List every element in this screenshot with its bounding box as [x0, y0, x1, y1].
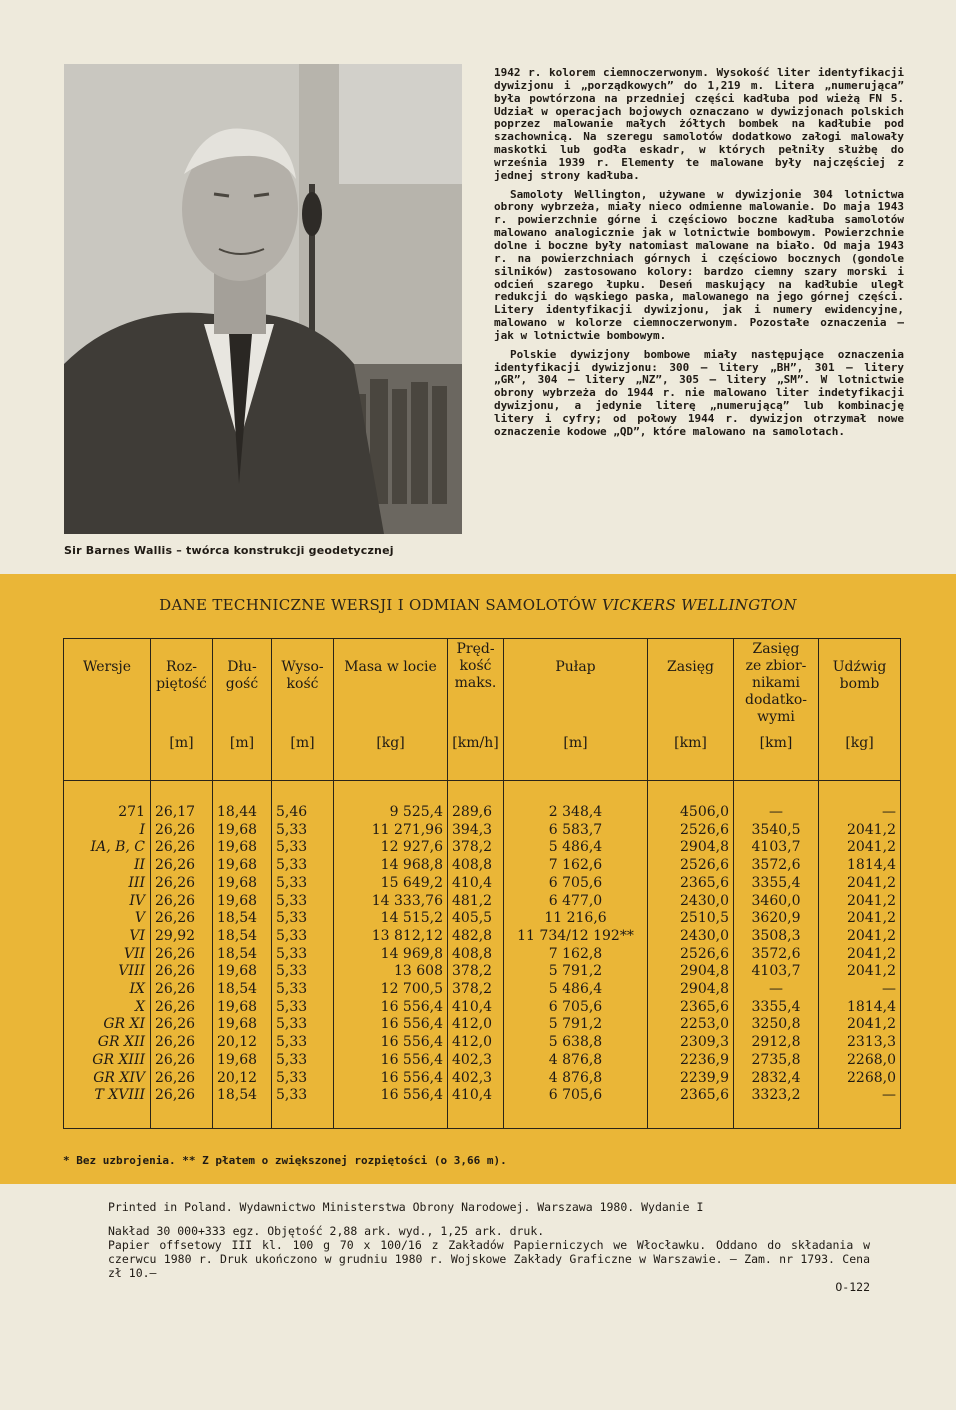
table-cell: 1814,4	[847, 998, 896, 1015]
article-paragraph-2: Samoloty Wellington, używane w dywizjonie 304 lotnictwa obrony wybrzeża, miały nieco odmienne malowanie. Do maja 1943 r. powierzchnie górne i częściowo boczne kadłuba samolotów malowano analogicznie jak w lotnictwie bombowym. Powierzchnie dolne i boczne były natomiast malowane na biało. Od maja 1943 r. na powierzchniach górnych i częściowo bocznych (gondole silników) zastosowano kolory: bardzo ciemny szary morski i odcień szarego łupku. Deseń maskujący na kadłubie uległ redukcji do wąskiego paska, malowanego na jego górnej części. Litery identyfikacji dywizjonu, jak i numery ewidencyjne, malowano w kolorze ciemnoczerwonym. Pozostałe oznaczenia — jak w lotnictwie bombowym.	[494, 187, 904, 342]
table-cell: 18,54	[217, 945, 258, 962]
table-cell: 7 162,8	[548, 945, 603, 962]
table-cell: 3620,9	[751, 910, 801, 927]
table-cell: 19,68	[217, 839, 258, 856]
table-cell: 5 791,2	[548, 963, 603, 980]
table-cell: 2313,3	[847, 1034, 896, 1051]
table-cell: 7 162,6	[548, 857, 603, 874]
table-cell: 5,33	[276, 839, 308, 856]
column-header: Pręd- kość maks.	[454, 641, 497, 691]
article-paragraph-1: 1942 r. kolorem ciemnoczerwonym. Wysokość liter identyfikacji dywizjonu i „porządkowych” do 1,219 m. Litera „numerująca” była powtórzona na przedniej części kadłuba pod wieżą FN 5. Udział w operacjach bojowych oznaczano w dywizjonach polskich poprzez malowanie małych żółtych bombek na kadłubie pod szachownicą. Na szeregu samolotów dodatkowo załogi malowały maskotki lub godła eskadr, w których pełniły służbę do września 1939 r. Elementy te malowane były najczęściej z jednej strony kadłuba.	[494, 66, 904, 182]
table-cell: 402,3	[452, 1051, 493, 1068]
column-height	[272, 639, 334, 1128]
column-range-ext	[734, 639, 819, 1128]
row-version-label: GR XII	[97, 1034, 145, 1051]
table-cell: 2365,6	[680, 998, 729, 1015]
table-cell: 2904,8	[680, 981, 729, 997]
table-cell: 5,33	[276, 998, 308, 1015]
table-cell: 412,0	[452, 1016, 493, 1033]
table-cell: 6 705,6	[548, 1087, 603, 1104]
table-cell: 26,26	[155, 1087, 196, 1104]
table-cell: 11 271,96	[371, 821, 443, 838]
table-cell: 1814,4	[847, 857, 896, 874]
table-cell: 16 556,4	[380, 1016, 443, 1033]
technical-data-table	[63, 638, 901, 1129]
table-cell: 26,26	[155, 874, 196, 891]
table-cell: 26,26	[155, 1034, 196, 1051]
table-cell: 5,33	[276, 1069, 308, 1086]
imprint-line-3: Papier offsetowy III kl. 100 g 70 x 100/16 z Zakładów Papierniczych we Włocławku. Oddano do składania w czerwcu 1980 r. Druk ukończono w grudniu 1980 r. Wojskowe Zakłady Graficzne w Warszawie. — Zam. nr 1793. Cena zł 10.—	[108, 1238, 870, 1280]
table-cell: 2430,0	[680, 892, 729, 909]
table-cell: 26,26	[155, 910, 196, 927]
table-title-italic: VICKERS WELLINGTON	[601, 596, 797, 614]
row-version-label: IV	[129, 892, 145, 909]
column-header: Udźwig bomb	[832, 659, 887, 692]
table-cell: 19,68	[217, 1016, 258, 1033]
table-cell: 3508,3	[751, 927, 801, 944]
table-cell: 18,54	[217, 1087, 258, 1104]
photo-caption: Sir Barnes Wallis – twórca konstrukcji geodetycznej	[64, 544, 394, 557]
table-cell: 14 333,76	[371, 892, 443, 909]
table-cell: —	[769, 804, 783, 820]
table-cell: 2041,2	[847, 963, 896, 980]
row-version-label: II	[133, 857, 145, 874]
table-cell: 2365,6	[680, 1087, 729, 1104]
table-cell: 5,33	[276, 945, 308, 962]
table-cell: 2904,8	[680, 963, 729, 980]
table-title-main: DANE TECHNICZNE WERSJI I ODMIAN SAMOLOTÓW	[159, 596, 602, 614]
table-cell: 26,26	[155, 857, 196, 874]
table-cell: 18,54	[217, 910, 258, 927]
table-cell: 14 515,2	[380, 910, 443, 927]
table-cell: 2832,4	[751, 1069, 801, 1086]
table-cell: 18,44	[217, 804, 258, 820]
row-version-label: V	[134, 910, 145, 927]
table-cell: 19,68	[217, 1051, 258, 1068]
table-cell: 3323,2	[751, 1087, 801, 1104]
table-cell: 410,4	[452, 998, 493, 1015]
column-unit: [km/h]	[452, 735, 499, 751]
table-cell: 412,0	[452, 1034, 493, 1051]
table-cell: 5 638,8	[548, 1034, 603, 1051]
table-cell: 6 705,6	[548, 998, 603, 1015]
table-cell: 2239,9	[680, 1069, 729, 1086]
table-cell: 2526,6	[680, 821, 729, 838]
table-cell: 2430,0	[680, 927, 729, 944]
table-cell: 482,8	[452, 927, 493, 944]
table-cell: 26,26	[155, 998, 196, 1015]
table-cell: 4 876,8	[548, 1051, 603, 1068]
table-cell: 26,26	[155, 892, 196, 909]
table-cell: 5,33	[276, 821, 308, 838]
column-header: Zasięg	[667, 659, 714, 675]
row-version-label: VII	[123, 945, 145, 962]
column-unit: [kg]	[376, 735, 405, 751]
table-cell: 3540,5	[751, 821, 801, 838]
table-cell: 26,26	[155, 1051, 196, 1068]
column-length	[213, 639, 272, 1128]
table-cell: 2268,0	[847, 1069, 896, 1086]
portrait-illustration	[64, 64, 462, 534]
table-cell: 2041,2	[847, 892, 896, 909]
table-cell: 2268,0	[847, 1051, 896, 1068]
table-cell: 16 556,4	[380, 1069, 443, 1086]
table-cell: 3572,6	[751, 857, 801, 874]
table-cell: 5 791,2	[548, 1016, 603, 1033]
column-versions	[64, 639, 151, 1128]
column-unit: [kg]	[845, 735, 874, 751]
table-cell: 2735,8	[751, 1051, 801, 1068]
table-cell: 16 556,4	[380, 1051, 443, 1068]
row-version-label: GR XIV	[93, 1069, 145, 1086]
table-cell: 14 968,8	[380, 857, 443, 874]
table-cell: 6 477,0	[548, 892, 603, 909]
table-cell: 26,26	[155, 839, 196, 856]
column-unit: [m]	[229, 735, 255, 751]
table-cell: 408,8	[452, 945, 493, 962]
table-cell: 18,54	[217, 981, 258, 997]
table-cell: 2365,6	[680, 874, 729, 891]
table-cell: 2526,6	[680, 857, 729, 874]
table-cell: 26,26	[155, 981, 196, 997]
table-cell: 481,2	[452, 892, 493, 909]
table-cell: 5,33	[276, 857, 308, 874]
article-text	[494, 67, 904, 445]
table-cell: 2 348,4	[548, 804, 603, 820]
table-cell: 6 705,6	[548, 874, 603, 891]
table-cell: 4103,7	[751, 963, 801, 980]
table-cell: 5,33	[276, 1051, 308, 1068]
imprint	[108, 1200, 870, 1294]
table-cell: 26,17	[155, 804, 196, 820]
table-cell: 5 486,4	[548, 839, 603, 856]
row-version-label: IA, B, C	[90, 839, 145, 856]
column-range	[648, 639, 734, 1128]
table-cell: 13 812,12	[371, 927, 443, 944]
table-cell: 16 556,4	[380, 1034, 443, 1051]
table-cell: 2041,2	[847, 839, 896, 856]
table-cell: 410,4	[452, 874, 493, 891]
table-cell: 3460,0	[751, 892, 801, 909]
table-cell: —	[882, 1087, 896, 1104]
table-cell: 3250,8	[751, 1016, 801, 1033]
table-cell: 5,33	[276, 981, 308, 997]
table-cell: 19,68	[217, 892, 258, 909]
row-version-label: I	[139, 821, 145, 838]
table-cell: 5,33	[276, 1016, 308, 1033]
row-version-label: GR XI	[103, 1016, 145, 1033]
table-cell: 19,68	[217, 963, 258, 980]
column-unit: [m]	[169, 735, 194, 751]
table-cell: 408,8	[452, 857, 493, 874]
imprint-line-1: Printed in Poland. Wydawnictwo Ministerstwa Obrony Narodowej. Warszawa 1980. Wydanie I	[108, 1200, 704, 1214]
article-paragraph-3: Polskie dywizjony bombowe miały następujące oznaczenia identyfikacji dywizjonu: 300 — litery „BH”, 301 — litery „GR”, 304 — litery „NZ”, 305 — litery „SM”. W lotnictwie obrony wybrzeża do 1944 r. nie malowano liter indetyfikacji dywizjonu, a jedynie literę „numerującą” lub kombinację litery i cyfry; od połowy 1944 r. dywizjon otrzymał nowe oznaczenie kodowe „QD”, które malowano na samolotach.	[494, 347, 904, 438]
table-cell: 4506,0	[680, 804, 729, 820]
column-bomb-load	[819, 639, 900, 1128]
table-cell: 12 927,6	[380, 839, 443, 856]
table-cell: 26,26	[155, 945, 196, 962]
column-ceiling	[504, 639, 648, 1128]
portrait-photo	[64, 64, 462, 534]
table-cell: 2041,2	[847, 945, 896, 962]
column-header: Pułap	[555, 659, 596, 675]
row-version-label: VIII	[118, 963, 145, 980]
table-cell: 2510,5	[680, 910, 729, 927]
table-cell: 5,46	[276, 804, 308, 820]
table-cell: 2041,2	[847, 821, 896, 838]
column-header: Zasięg ze zbior- nikami dodatko- wymi	[745, 641, 807, 725]
table-cell: 5,33	[276, 1034, 308, 1051]
table-cell: 15 649,2	[380, 874, 443, 891]
table-title	[0, 596, 956, 614]
table-cell: 26,26	[155, 963, 196, 980]
table-cell: 11 216,6	[544, 910, 607, 927]
table-cell: 29,92	[155, 927, 196, 944]
table-cell: 2904,8	[680, 839, 729, 856]
table-cell: 410,4	[452, 1087, 493, 1104]
table-cell: 5,33	[276, 927, 308, 944]
table-cell: 20,12	[217, 1069, 258, 1086]
table-cell: 14 969,8	[380, 945, 443, 962]
table-cell: 3355,4	[751, 998, 801, 1015]
table-cell: 2912,8	[751, 1034, 801, 1051]
table-cell: 5,33	[276, 1087, 308, 1104]
row-version-label: GR XIII	[92, 1051, 145, 1068]
column-header: Dłu- gość	[225, 659, 259, 692]
table-cell: 19,68	[217, 998, 258, 1015]
table-cell: 4 876,8	[548, 1069, 603, 1086]
imprint-code: O-122	[835, 1280, 870, 1294]
column-span	[151, 639, 213, 1128]
column-header: Roz- piętość	[156, 659, 207, 692]
column-unit: [km]	[674, 735, 707, 751]
column-header: Wersje	[82, 659, 132, 675]
row-version-label: III	[128, 874, 145, 891]
table-cell: 19,68	[217, 874, 258, 891]
table-cell: 2041,2	[847, 910, 896, 927]
table-cell: —	[882, 981, 896, 997]
table-cell: 20,12	[217, 1034, 258, 1051]
table-footnote: * Bez uzbrojenia. ** Z płatem o zwiększonej rozpiętości (o 3,66 m).	[63, 1154, 507, 1167]
table-cell: —	[882, 804, 896, 820]
column-header: Masa w locie	[344, 659, 437, 675]
table-cell: 2041,2	[847, 874, 896, 891]
table-cell: 2041,2	[847, 1016, 896, 1033]
column-mass	[334, 639, 448, 1128]
table-cell: 13 608	[394, 963, 443, 980]
table-cell: 26,26	[155, 821, 196, 838]
table-cell: 19,68	[217, 857, 258, 874]
table-cell: 16 556,4	[380, 998, 443, 1015]
table-cell: 3572,6	[751, 945, 801, 962]
table-cell: 5 486,4	[548, 981, 603, 997]
table-cell: 6 583,7	[548, 821, 603, 838]
table-cell: 394,3	[452, 821, 493, 838]
row-version-label: 271	[118, 804, 145, 820]
column-header: Wyso- kość	[281, 659, 324, 692]
table-cell: 26,26	[155, 1069, 196, 1086]
technical-data-section	[0, 574, 956, 1184]
table-cell: 2041,2	[847, 927, 896, 944]
table-cell: 378,2	[452, 981, 493, 997]
table-cell: 5,33	[276, 892, 308, 909]
table-cell: 26,26	[155, 1016, 196, 1033]
column-unit: [m]	[290, 735, 315, 751]
table-cell: 2526,6	[680, 945, 729, 962]
imprint-line-2: Nakład 30 000+333 egz. Objętość 2,88 ark. wyd., 1,25 ark. druk.	[108, 1224, 545, 1238]
column-speed	[448, 639, 504, 1128]
table-cell: 405,5	[452, 910, 493, 927]
table-cell: 11 734/12 192**	[517, 927, 634, 944]
column-unit: [km]	[759, 735, 793, 751]
table-cell: 5,33	[276, 874, 308, 891]
table-cell: 16 556,4	[380, 1087, 443, 1104]
table-cell: 9 525,4	[389, 804, 443, 820]
table-cell: 2253,0	[680, 1016, 729, 1033]
row-version-label: T XVIII	[94, 1087, 145, 1104]
table-cell: 5,33	[276, 963, 308, 980]
table-cell: 402,3	[452, 1069, 493, 1086]
table-cell: 2309,3	[680, 1034, 729, 1051]
row-version-label: X	[135, 998, 145, 1015]
row-version-label: IX	[129, 981, 145, 997]
table-cell: 378,2	[452, 963, 493, 980]
table-cell: 18,54	[217, 927, 258, 944]
row-version-label: VI	[129, 927, 145, 944]
table-cell: 2236,9	[680, 1051, 729, 1068]
table-cell: 12 700,5	[380, 981, 443, 997]
column-unit: [m]	[563, 735, 588, 751]
table-cell: 378,2	[452, 839, 493, 856]
table-cell: 3355,4	[751, 874, 801, 891]
table-cell: 5,33	[276, 910, 308, 927]
table-cell: 19,68	[217, 821, 258, 838]
table-cell: 4103,7	[751, 839, 801, 856]
table-cell: 289,6	[452, 804, 493, 820]
table-cell: —	[769, 981, 783, 997]
